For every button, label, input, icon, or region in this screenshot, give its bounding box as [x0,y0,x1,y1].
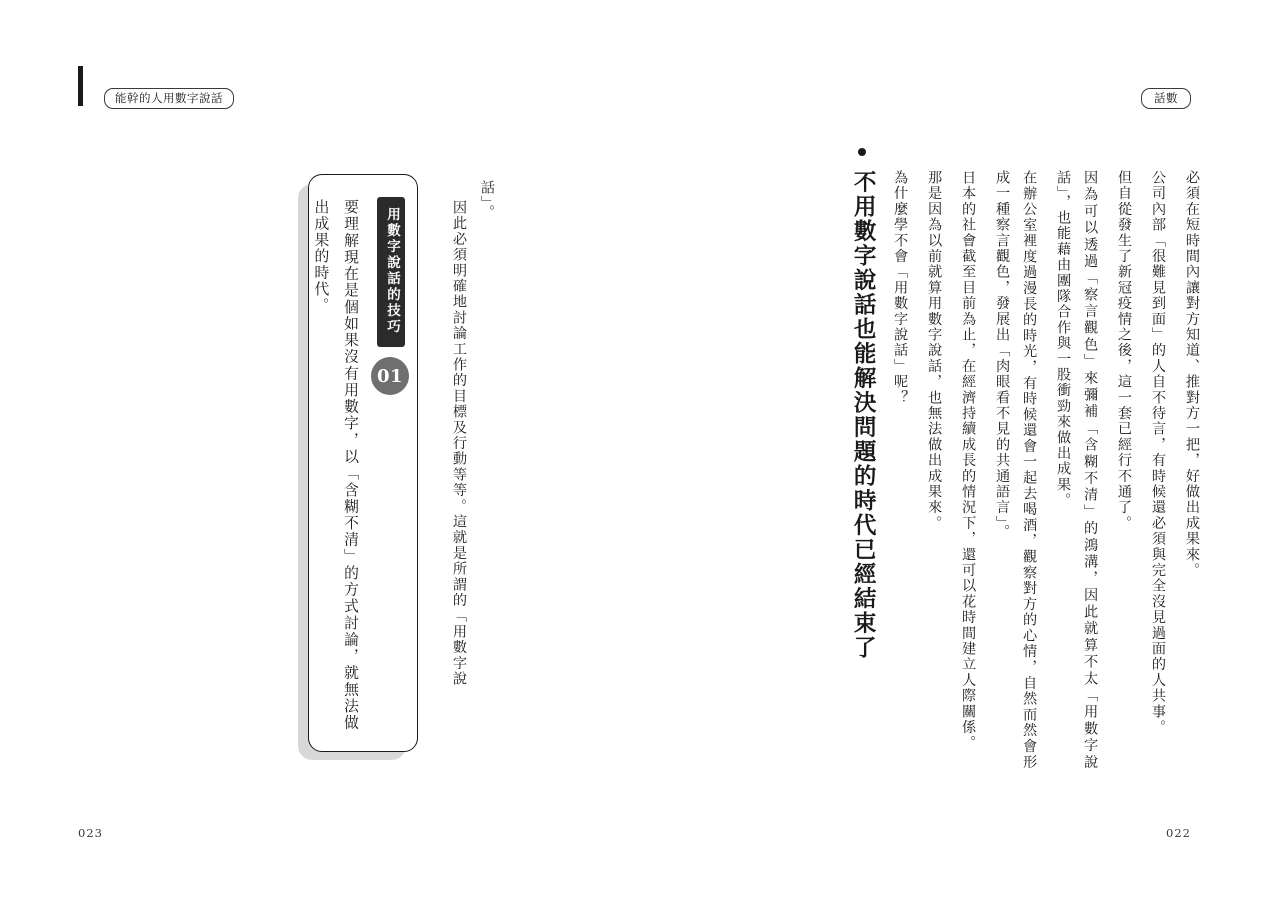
callout-box [308,174,418,752]
paragraph: 因為可以透過「察言觀色」來彌補「含糊不清」的鴻溝，因此就算不太「用數字說話」，也能藉由團隊合作與一股衝勁來做出成果。 [1055,170,1099,770]
paragraph: 那是因為以前就算用數字說話，也無法做出成果來。 [926,170,943,532]
running-head-left: 能幹的人用數字說話 [104,88,234,109]
paragraph: 必須在短時間內讓對方知道、推對方一把，好做出成果來。 [1184,170,1200,579]
section-heading [845,170,879,730]
paragraph: 為什麼學不會「用數字說話」呢？ [892,170,909,406]
callout-body-text: 要理解現在是個如果沒有用數字，以「含糊不清」的方式討論，就無法做出成果的時代。 [312,199,359,731]
paragraph: 話」。 [478,180,495,220]
paragraph: 但自從發生了新冠疫情之後，這一套已經行不通了。 [1116,170,1133,532]
callout-number-badge: 01 [371,357,409,395]
running-head-right: 話數 [1141,88,1191,109]
callout-tab-label: 用數字說話的技巧 [377,197,405,347]
folio-left: 023 [78,826,103,840]
paragraph: 因此必須明確地討論工作的目標及行動等等。這就是所謂的「用數字說 [450,200,467,687]
section-heading-text: 不用數字說話也能解決問題的時代已經結束了 [850,170,877,660]
folio-right: 022 [1166,826,1191,840]
chapter-bar-decoration [78,66,83,106]
right-page-text-block [823,170,1205,790]
paragraph: 在辦公室裡度過漫長的時光，有時候還會一起去喝酒，觀察對方的心情，自然而然會形成一種察言觀色，發展出「肉眼看不見的共通語言」。 [994,170,1038,770]
bullet-dot-icon [858,148,866,156]
paragraph: 公司內部「很難見到面」的人自不待言，有時候還必須與完全沒見過面的人共事。 [1150,170,1167,736]
paragraph: 日本的社會截至目前為止，在經濟持續成長的情況下，還可以花時間建立人際關係。 [960,170,977,751]
